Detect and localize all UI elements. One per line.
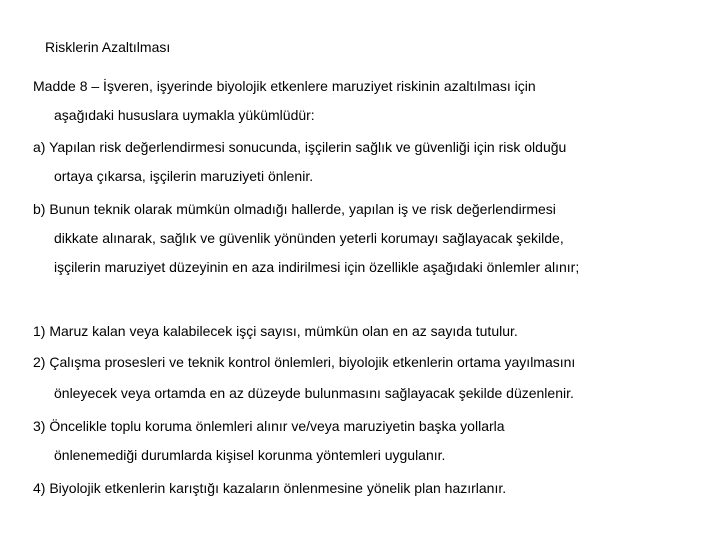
item-2-line-1: 2) Çalışma prosesleri ve teknik kontrol önlemleri, biyolojik etkenlerin ortama yayılmasını [33,354,576,370]
item-2-line-2: önleyecek veya ortamda en az düzeyde bulunmasını sağlayacak şekilde düzenlenir. [54,385,574,401]
item-1-line-1: 1) Maruz kalan veya kalabilecek işçi sayısı, mümkün olan en az sayıda tutulur. [33,323,518,339]
madde-8-line-1: Madde 8 – İşveren, işyerinde biyolojik etkenlere maruziyet riskinin azaltılması için [33,78,536,94]
item-b-line-1: b) Bunun teknik olarak mümkün olmadığı hallerde, yapılan iş ve risk değerlendirmesi [33,201,556,217]
item-b-line-2: dikkate alınarak, sağlık ve güvenlik yönünden yeterli korumayı sağlayacak şekilde, [54,230,564,246]
item-b-line-3: işçilerin maruziyet düzeyinin en aza indirilmesi için özellikle aşağıdaki önlemler alınır; [54,259,580,275]
item-a-line-1: a) Yapılan risk değerlendirmesi sonucunda, işçilerin sağlık ve güvenliği için risk olduğu [33,139,567,155]
item-4-line-1: 4) Biyolojik etkenlerin karıştığı kazaların önlenmesine yönelik plan hazırlanır. [33,480,507,496]
madde-8-line-2: aşağıdaki hususlara uymakla yükümlüdür: [54,107,315,123]
item-3-line-2: önlenemediği durumlarda kişisel korunma yöntemleri uygulanır. [54,447,446,463]
item-3-line-1: 3) Öncelikle toplu koruma önlemleri alınır ve/veya maruziyetin başka yollarla [33,418,505,434]
slide-title: Risklerin Azaltılması [45,39,171,55]
item-a-line-2: ortaya çıkarsa, işçilerin maruziyeti önlenir. [54,168,314,184]
